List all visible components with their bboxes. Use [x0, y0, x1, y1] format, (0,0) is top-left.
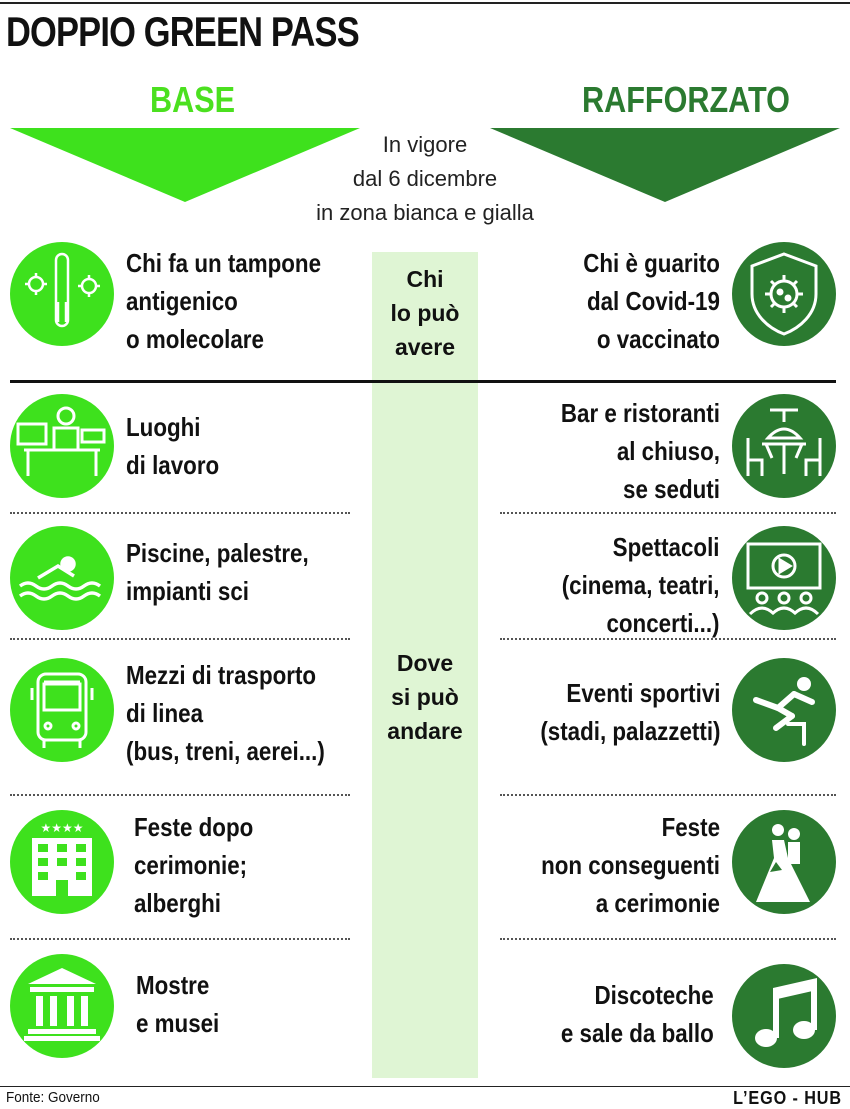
wedding-couple-icon [732, 810, 836, 914]
text-line: cerimonie; [134, 850, 248, 880]
office-desk-icon [10, 394, 114, 498]
who-can-have-label [372, 262, 478, 364]
row-separator [500, 938, 836, 940]
test-tube-virus-icon [10, 242, 114, 346]
text-line: Discoteche [594, 980, 714, 1010]
where-label-line: andare [387, 718, 463, 744]
text-line: Feste dopo [134, 812, 254, 842]
page-title: DOPPIO GREEN PASS [6, 8, 359, 55]
text-line: Eventi sportivi [565, 678, 720, 708]
who-label-line: avere [394, 334, 456, 360]
validity-note [290, 128, 560, 230]
rafforzato-item-text [561, 394, 720, 508]
where-can-go-label [372, 646, 478, 748]
section-divider [10, 380, 836, 383]
text-line: antigenico [126, 286, 238, 316]
base-item-text [126, 534, 309, 610]
hurdle-runner-icon [732, 658, 836, 762]
row-separator [500, 512, 836, 514]
text-line: non conseguenti [541, 850, 720, 880]
text-line: alberghi [134, 888, 221, 918]
text-line: a cerimonie [595, 888, 720, 918]
text-line: o molecolare [126, 324, 264, 354]
text-line: di linea [126, 698, 204, 728]
base-item-text [136, 966, 219, 1042]
row-separator [10, 794, 350, 796]
base-item-text [134, 808, 253, 922]
text-line: dal Covid-19 [587, 286, 720, 316]
rafforzato-item-text [541, 808, 720, 922]
text-line: e musei [136, 1008, 220, 1038]
rafforzato-item-text [540, 674, 720, 750]
text-line: concerti...) [606, 608, 720, 638]
text-line: Mezzi di trasporto [126, 660, 317, 690]
swimmer-icon [10, 526, 114, 630]
text-line: Mostre [136, 970, 210, 1000]
bus-icon [10, 658, 114, 762]
virus-shield-icon [732, 242, 836, 346]
text-line: (stadi, palazzetti) [539, 716, 720, 746]
text-line: e sale da ballo [561, 1018, 714, 1048]
svg-text:★★★★: ★★★★ [40, 821, 84, 835]
row-separator [10, 938, 350, 940]
footer-rule [0, 1086, 850, 1087]
rafforzato-item-text [561, 976, 714, 1052]
rafforzato-heading: RAFFORZATO [582, 79, 790, 120]
validity-line: In vigore [382, 132, 468, 157]
text-line: impianti sci [126, 576, 250, 606]
source-credit: Fonte: Governo [6, 1089, 100, 1106]
row-separator [10, 512, 350, 514]
text-line: Luoghi [126, 412, 201, 442]
text-line: al chiuso, [616, 436, 720, 466]
row-separator [500, 794, 836, 796]
text-line: o vaccinato [596, 324, 720, 354]
text-line: di lavoro [126, 450, 220, 480]
cinema-screen-icon [732, 526, 836, 630]
base-item-text [126, 408, 219, 484]
text-line: se seduti [623, 474, 720, 504]
where-label-line: si può [391, 684, 459, 710]
text-line: Feste [661, 812, 720, 842]
rafforzato-item-text [562, 528, 720, 642]
text-line: Bar e ristoranti [560, 398, 720, 428]
row-separator [10, 638, 350, 640]
hotel-icon [10, 810, 114, 914]
music-note-icon [732, 964, 836, 1068]
text-line: Chi fa un tampone [126, 248, 322, 278]
validity-line: dal 6 dicembre [352, 166, 498, 191]
text-line: Chi è guarito [583, 248, 720, 278]
text-line: (cinema, teatri, [562, 570, 720, 600]
base-who-text [126, 244, 321, 358]
museum-icon [10, 954, 114, 1058]
who-label-line: lo può [390, 300, 460, 326]
brand-logo: L’EGO - HUB [733, 1088, 842, 1108]
validity-line: in zona bianca e gialla [316, 200, 534, 225]
text-line: Piscine, palestre, [126, 538, 309, 568]
base-heading: BASE [150, 79, 236, 120]
restaurant-table-icon [732, 394, 836, 498]
text-line: Spettacoli [613, 532, 720, 562]
base-item-text [126, 656, 325, 770]
where-label-line: Dove [396, 650, 454, 676]
text-line: (bus, treni, aerei...) [126, 736, 325, 766]
who-label-line: Chi [406, 266, 444, 292]
rafforzato-who-text [583, 244, 720, 358]
